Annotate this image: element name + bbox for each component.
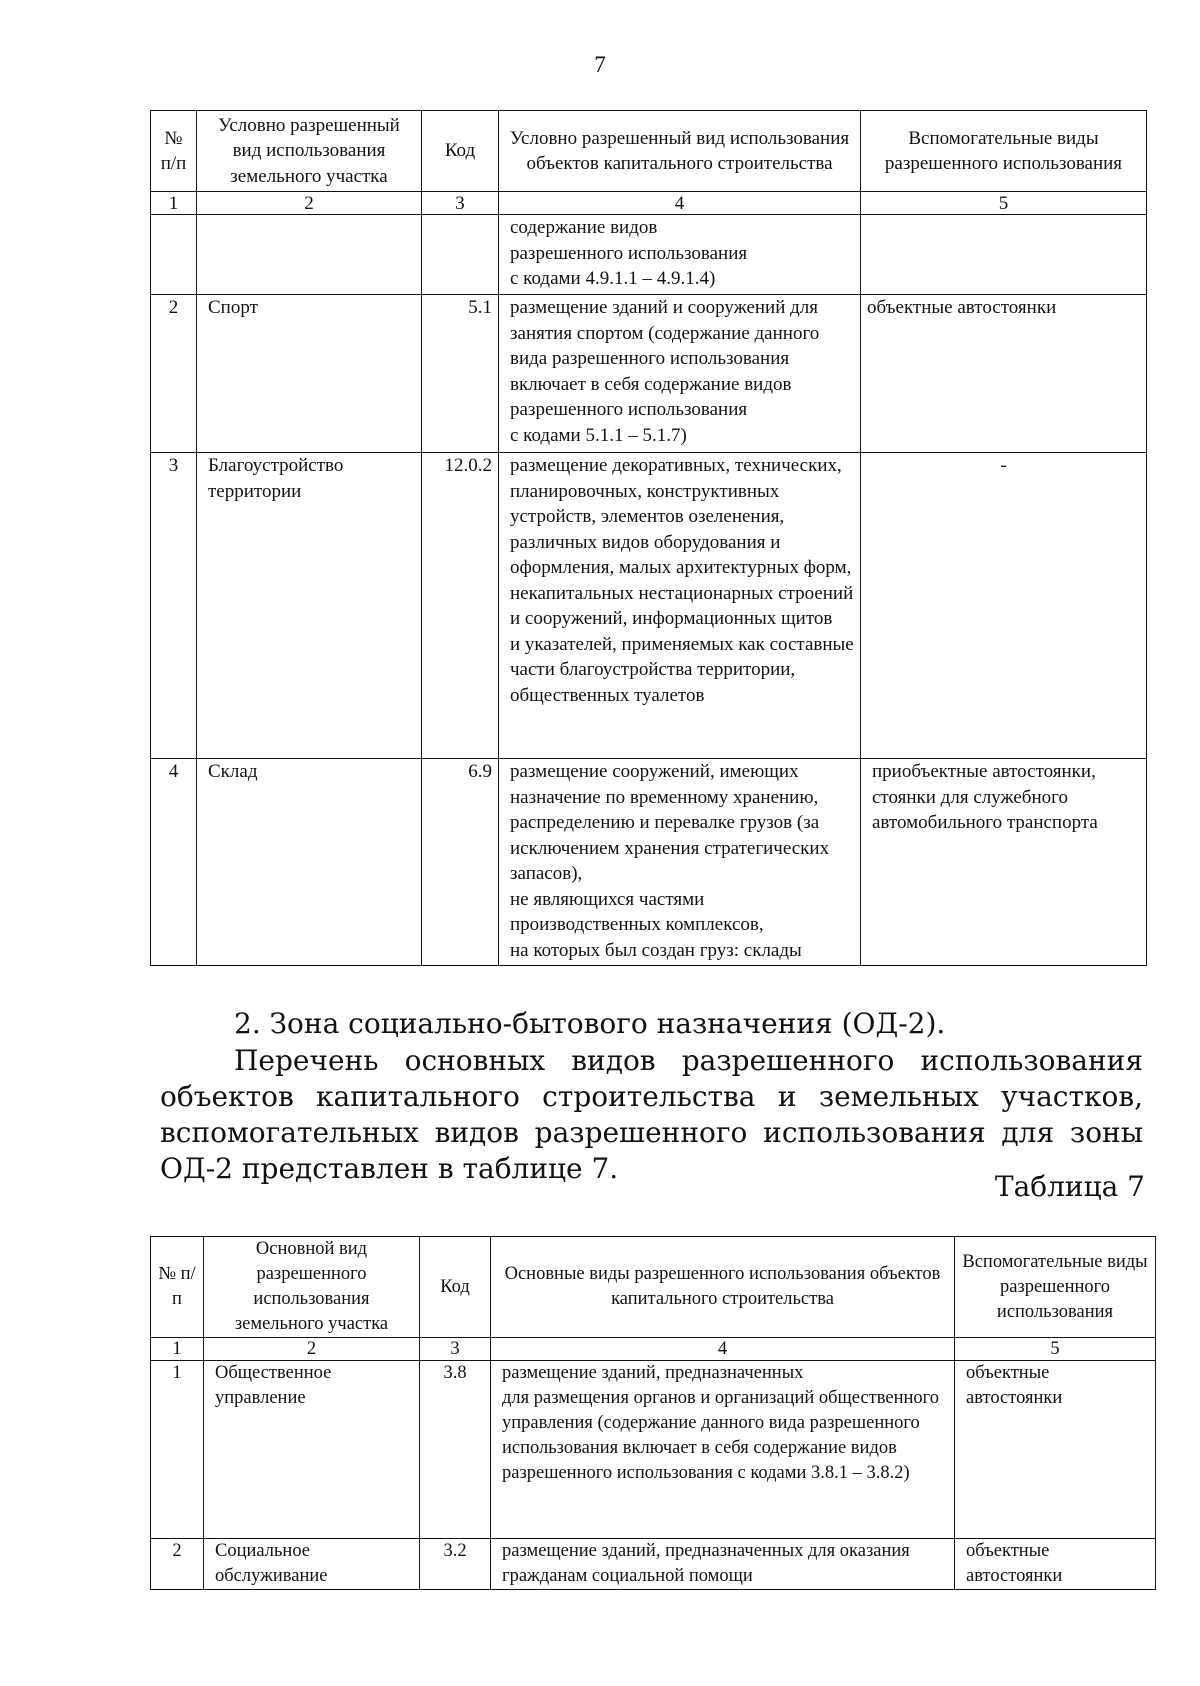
cell-code: 5.1 <box>422 295 499 453</box>
cell-code: 3.2 <box>420 1539 491 1590</box>
cell-land-use <box>197 215 422 295</box>
cell-auxiliary: объектные автостоянки <box>861 295 1147 453</box>
cell-description: размещение зданий и сооружений для занятия спортом (содержание данного вида разрешенного использования включает в себя содержание видов разрешенного использования с кодами 5.1.1 – 5.1.7) <box>499 295 861 453</box>
cell-number: 2 <box>151 295 197 453</box>
column-number: 2 <box>204 1338 420 1361</box>
column-number: 1 <box>151 1338 204 1361</box>
header-code: Код <box>420 1237 491 1338</box>
cell-code: 3.8 <box>420 1361 491 1539</box>
header-auxiliary-use: Вспомогательные виды разрешенного использования <box>955 1237 1156 1338</box>
cell-land-use: Спорт <box>197 295 422 453</box>
column-number: 3 <box>422 192 499 215</box>
cell-code <box>422 215 499 295</box>
table-row <box>151 295 1147 453</box>
column-number: 5 <box>861 192 1147 215</box>
cell-number: 2 <box>151 1539 204 1590</box>
cell-description: размещение зданий, предназначенных для оказания гражданам социальной помощи <box>491 1539 955 1590</box>
column-number: 3 <box>420 1338 491 1361</box>
cell-auxiliary: - <box>861 453 1147 759</box>
column-number: 2 <box>197 192 422 215</box>
cell-description: размещение зданий, предназначенных для размещения органов и организаций общественного управления (содержание данного вида разрешенного использования включает в себя содержание видов разрешенного использования с кодами 3.8.1 – 3.8.2) <box>491 1361 955 1539</box>
cell-land-use: Общественное управление <box>204 1361 420 1539</box>
header-auxiliary-use: Вспомогательные виды разрешенного использования <box>861 111 1147 192</box>
cell-number: 3 <box>151 453 197 759</box>
header-construction-use: Условно разрешенный вид использования объектов капитального строительства <box>499 111 861 192</box>
table-row <box>151 215 1147 295</box>
cell-description: размещение сооружений, имеющих назначение по временному хранению, распределению и перевалке грузов (за исключением хранения стратегических запасов), не являющихся частями производственных комплексов, на которых был создан груз: склады <box>499 759 861 966</box>
table-7 <box>150 1236 1156 1590</box>
column-number: 5 <box>955 1338 1156 1361</box>
cell-number: 4 <box>151 759 197 966</box>
table-row <box>151 453 1147 759</box>
cell-land-use: Склад <box>197 759 422 966</box>
cell-land-use: Благоустройство территории <box>197 453 422 759</box>
column-number: 4 <box>491 1338 955 1361</box>
table-caption: Таблица 7 <box>994 1170 1145 1203</box>
cell-auxiliary: объектные автостоянки <box>955 1539 1156 1590</box>
cell-land-use: Социальное обслуживание <box>204 1539 420 1590</box>
header-number: № п/п <box>151 1237 204 1338</box>
section-heading: 2. Зона социально-бытового назначения (ОД-2). <box>234 1007 946 1040</box>
header-number: № п/п <box>151 111 197 192</box>
header-construction-use: Основные виды разрешенного использования объектов капитального строительства <box>491 1237 955 1338</box>
page-number: 7 <box>594 52 606 77</box>
table-row <box>151 759 1147 966</box>
cell-description: содержание видов разрешенного использования с кодами 4.9.1.1 – 4.9.1.4) <box>499 215 861 295</box>
cell-description: размещение декоративных, технических, планировочных, конструктивных устройств, элементов озеленения, различных видов оборудования и оформления, малых архитектурных форм, некапитальных нестационарных строений и сооружений, информационных щитов и указателей, применяемых как составные части благоустройства территории, общественных туалетов <box>499 453 861 759</box>
table-row <box>151 1361 1156 1539</box>
cell-code: 12.0.2 <box>422 453 499 759</box>
cell-auxiliary: объектные автостоянки <box>955 1361 1156 1539</box>
header-land-use: Основной вид разрешенного использования земельного участка <box>204 1237 420 1338</box>
cell-auxiliary <box>861 215 1147 295</box>
column-number: 4 <box>499 192 861 215</box>
table-6-continued <box>150 110 1147 966</box>
header-code: Код <box>422 111 499 192</box>
header-land-use: Условно разрешенный вид использования земельного участка <box>197 111 422 192</box>
cell-code: 6.9 <box>422 759 499 966</box>
table-row <box>151 1539 1156 1590</box>
section-paragraph: Перечень основных видов разрешенного использования объектов капитального строительства и земельных участков, вспомогательных видов разрешенного использования для зоны ОД-2 представлен в таблице 7. <box>160 1044 1143 1185</box>
cell-number: 1 <box>151 1361 204 1539</box>
column-number: 1 <box>151 192 197 215</box>
cell-auxiliary: приобъектные автостоянки, стоянки для служебного автомобильного транспорта <box>861 759 1147 966</box>
cell-number <box>151 215 197 295</box>
